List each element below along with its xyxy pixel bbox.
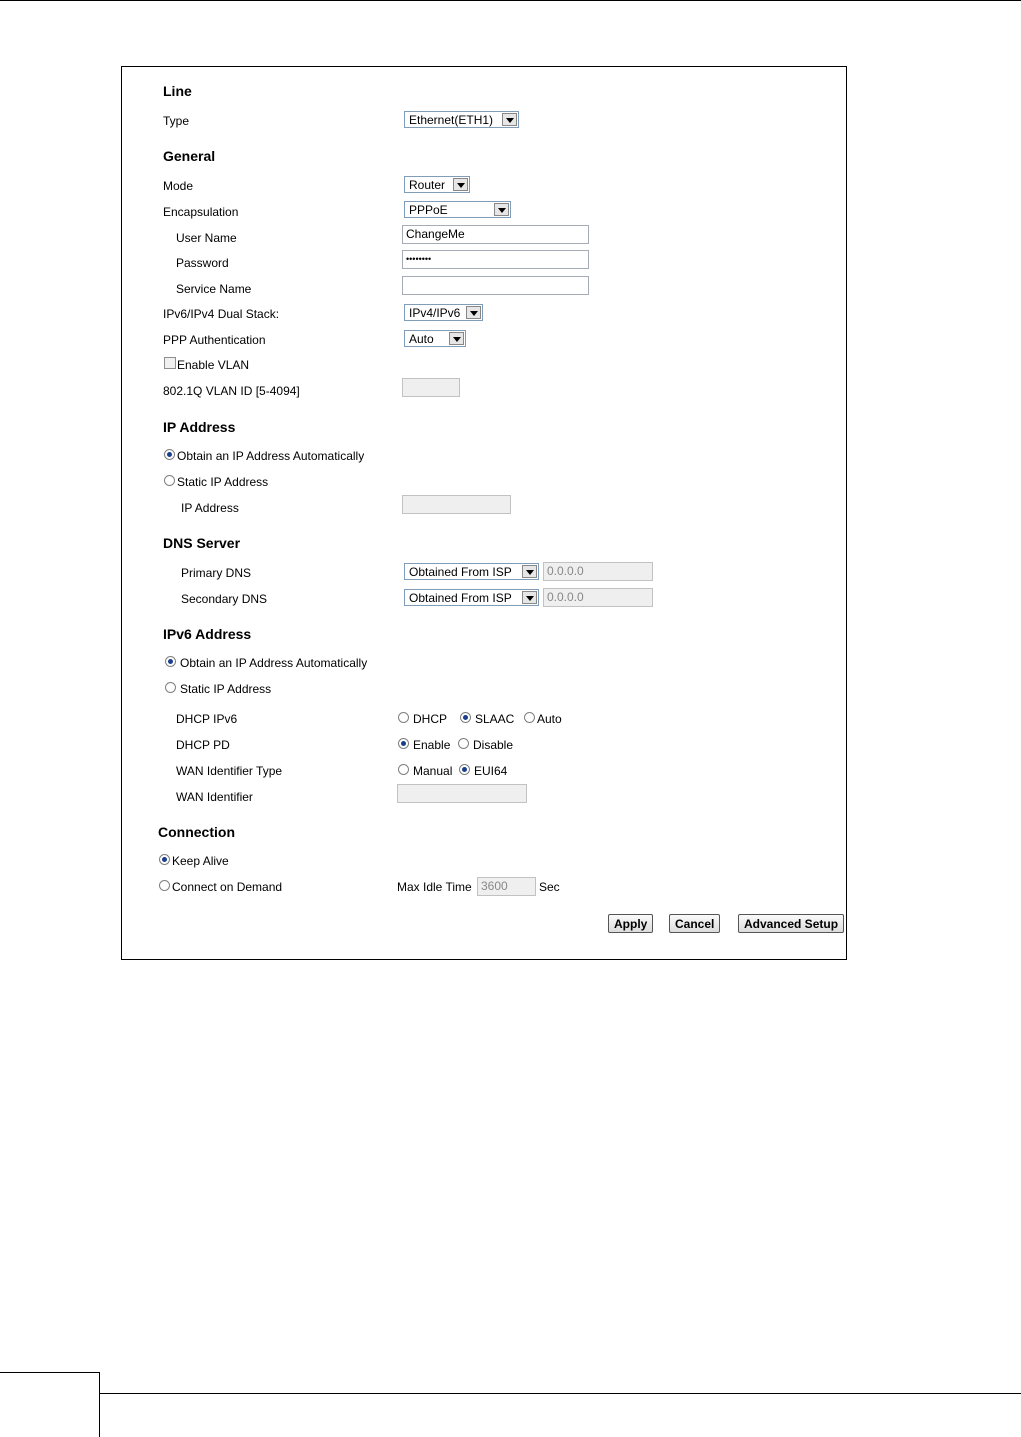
dhcp-ipv6-slaac-label: SLAAC: [475, 712, 515, 726]
ppp-auth-select[interactable]: [404, 330, 466, 347]
secondary-dns-input[interactable]: 0.0.0.0: [543, 588, 653, 607]
secondary-dns-label: Secondary DNS: [181, 592, 268, 606]
page-top-rule: [0, 0, 1021, 1]
primary-dns-label: Primary DNS: [181, 566, 252, 580]
mode-select[interactable]: [404, 176, 470, 193]
dhcp-ipv6-auto-label: Auto: [537, 712, 562, 726]
section-ip-address-title: IP Address: [163, 419, 236, 435]
primary-dns-source-select[interactable]: [404, 563, 539, 580]
encapsulation-select-value: PPPoE: [409, 203, 448, 217]
password-input[interactable]: ••••••••: [402, 250, 589, 269]
advanced-setup-button[interactable]: Advanced Setup: [738, 914, 844, 933]
section-connection-title: Connection: [158, 824, 235, 840]
username-label: User Name: [176, 231, 237, 245]
sec-unit-label: Sec: [539, 880, 560, 894]
mode-label: Mode: [163, 179, 194, 193]
keep-alive-radio[interactable]: [159, 854, 170, 865]
dual-stack-select-value: IPv4/IPv6: [409, 306, 461, 320]
wan-setup-panel: [121, 66, 847, 960]
wan-id-label: WAN Identifier: [176, 790, 253, 804]
chevron-down-icon: [522, 591, 537, 604]
type-select-value: Ethernet(ETH1): [409, 113, 494, 127]
encapsulation-select[interactable]: [404, 201, 511, 218]
dhcp-pd-label: DHCP PD: [176, 738, 230, 752]
chevron-down-icon: [502, 113, 517, 126]
primary-dns-source-value: Obtained From ISP: [409, 565, 512, 579]
secondary-dns-source-value: Obtained From ISP: [409, 591, 512, 605]
service-name-label: Service Name: [176, 282, 252, 296]
wan-id-eui64-label: EUI64: [474, 764, 508, 778]
ipv6-obtain-auto-label: Obtain an IP Address Automatically: [180, 656, 368, 670]
dhcp-ipv6-slaac-radio[interactable]: [460, 712, 471, 723]
username-input[interactable]: ChangeMe: [402, 225, 589, 244]
chevron-down-icon: [453, 178, 468, 191]
keep-alive-label: Keep Alive: [172, 854, 229, 868]
cancel-button[interactable]: Cancel: [669, 914, 720, 933]
encapsulation-label: Encapsulation: [163, 205, 239, 219]
dhcp-ipv6-label: DHCP IPv6: [176, 712, 238, 726]
footer-rule: [100, 1393, 1021, 1394]
ip-obtain-auto-label: Obtain an IP Address Automatically: [177, 449, 365, 463]
ipv6-obtain-auto-radio[interactable]: [165, 656, 176, 667]
wan-id-manual-radio[interactable]: [398, 764, 409, 775]
section-dns-title: DNS Server: [163, 535, 241, 551]
dhcp-ipv6-auto-radio[interactable]: [524, 712, 535, 723]
password-label: Password: [176, 256, 229, 270]
connect-on-demand-radio[interactable]: [159, 880, 170, 891]
ip-static-label: Static IP Address: [177, 475, 269, 489]
max-idle-time-label: Max Idle Time: [397, 880, 472, 894]
section-ipv6-title: IPv6 Address: [163, 626, 252, 642]
ppp-auth-select-value: Auto: [409, 332, 434, 346]
ppp-auth-label: PPP Authentication: [163, 333, 266, 347]
ipv6-static-label: Static IP Address: [180, 682, 272, 696]
primary-dns-input[interactable]: 0.0.0.0: [543, 562, 653, 581]
wan-id-input[interactable]: [397, 784, 527, 803]
enable-vlan-label: Enable VLAN: [177, 358, 250, 372]
type-label: Type: [163, 114, 190, 128]
connect-on-demand-label: Connect on Demand: [172, 880, 283, 894]
ip-address-input[interactable]: [402, 495, 511, 514]
dhcp-pd-enable-label: Enable: [413, 738, 451, 752]
ip-address-label: IP Address: [181, 501, 239, 515]
service-name-input[interactable]: [402, 276, 589, 295]
chevron-down-icon: [522, 565, 537, 578]
wan-id-manual-label: Manual: [413, 764, 453, 778]
ip-static-radio[interactable]: [164, 475, 175, 486]
chevron-down-icon: [449, 332, 464, 345]
dhcp-pd-disable-label: Disable: [473, 738, 514, 752]
dhcp-pd-enable-radio[interactable]: [398, 738, 409, 749]
dual-stack-label: IPv6/IPv4 Dual Stack:: [163, 307, 280, 321]
footer-page-number-box: [0, 1372, 100, 1437]
mode-select-value: Router: [409, 178, 446, 192]
max-idle-time-input[interactable]: 3600: [477, 877, 536, 896]
wan-id-eui64-radio[interactable]: [459, 764, 470, 775]
ip-obtain-auto-radio[interactable]: [164, 449, 175, 460]
dhcp-ipv6-dhcp-label: DHCP: [413, 712, 448, 726]
dual-stack-select[interactable]: [404, 304, 483, 321]
vlan-id-input[interactable]: [402, 378, 460, 397]
dhcp-pd-disable-radio[interactable]: [458, 738, 469, 749]
chevron-down-icon: [466, 306, 481, 319]
secondary-dns-source-select[interactable]: [404, 589, 539, 606]
ipv6-static-radio[interactable]: [165, 682, 176, 693]
dhcp-ipv6-dhcp-radio[interactable]: [398, 712, 409, 723]
vlan-id-label: 802.1Q VLAN ID [5-4094]: [163, 384, 300, 398]
wan-id-type-label: WAN Identifier Type: [176, 764, 283, 778]
apply-button[interactable]: Apply: [608, 914, 653, 933]
type-select[interactable]: [404, 111, 519, 128]
enable-vlan-checkbox[interactable]: [164, 357, 176, 369]
chevron-down-icon: [494, 203, 509, 216]
section-line-title: Line: [163, 83, 192, 99]
section-general-title: General: [163, 148, 216, 164]
